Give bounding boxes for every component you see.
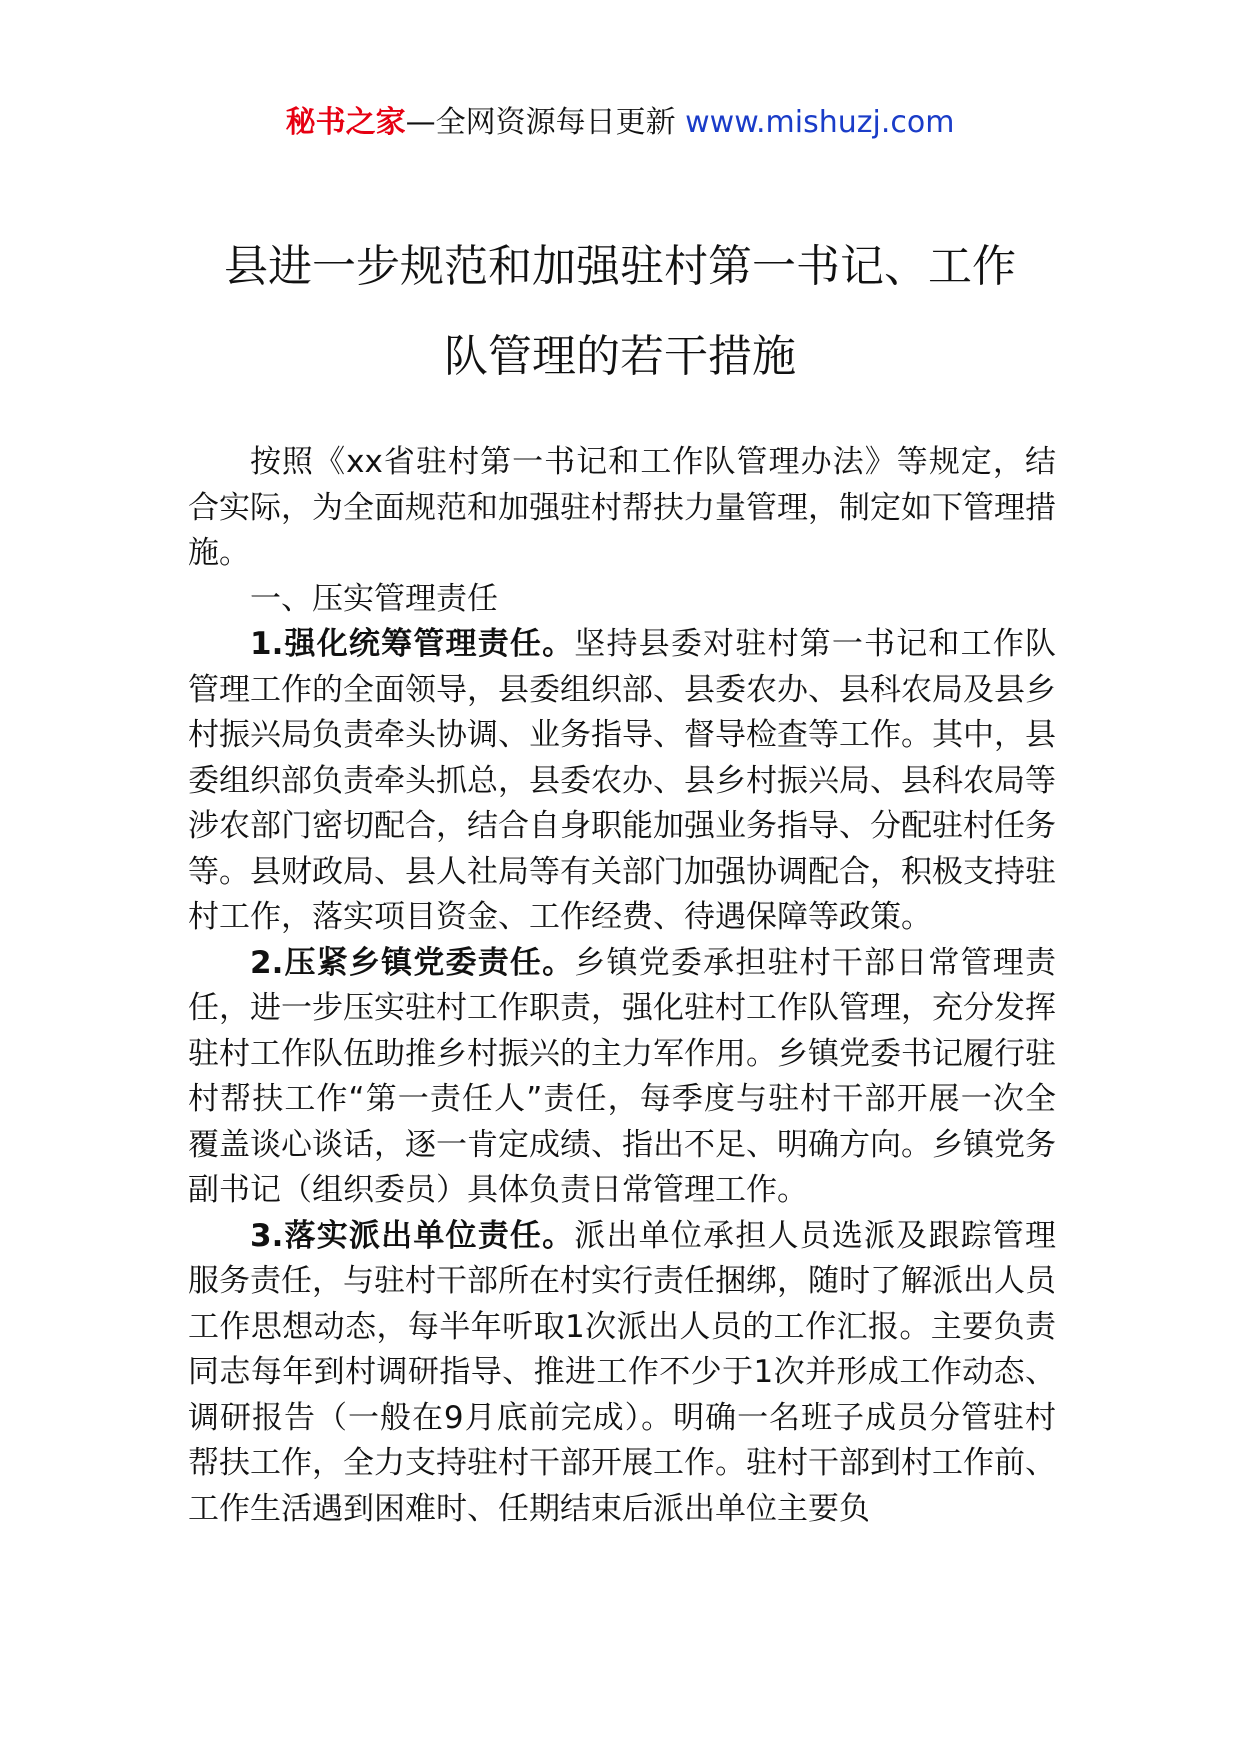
item-text: 坚持县委对驻村第一书记和工作队管理工作的全面领导，县委组织部、县委农办、县科农局及县乡村振兴局负责牵头协调、业务指导、督导检查等工作。其中，县委组织部负责牵头抓总，县委农办、县乡村振兴局、县科农局等涉农部门密切配合，结合自身职能加强业务指导、分配驻村任务等。县财政局、县人社局等有关部门加强协调配合，积极支持驻村工作，落实项目资金、工作经费、待遇保障等政策。 [188, 626, 1056, 935]
item-text: 派出单位承担人员选派及跟踪管理服务责任，与驻村干部所在村实行责任捆绑，随时了解派出人员工作思想动态，每半年听取1次派出人员的工作汇报。主要负责同志每年到村调研指导、推进工作不少于1次并形成工作动态、调研报告（一般在9月底前完成）。明确一名班子成员分管驻村帮扶工作，全力支持驻村干部开展工作。驻村干部到村工作前、工作生活遇到困难时、任期结束后派出单位主要负 [188, 1217, 1056, 1527]
title-line-2: 队管理的若干措施 [444, 331, 796, 382]
item-lead: 3.落实派出单位责任。 [250, 1217, 575, 1254]
list-item [188, 941, 1056, 1214]
list-item [188, 1214, 1056, 1533]
brand-name: 秘书之家 [285, 105, 406, 140]
intro-paragraph: 按照《xx省驻村第一书记和工作队管理办法》等规定，结合实际，为全面规范和加强驻村帮扶力量管理，制定如下管理措施。 [188, 444, 1056, 571]
site-url-link[interactable]: www.mishuzj.com [685, 105, 955, 140]
document-body [188, 440, 1056, 1532]
site-header [0, 100, 1240, 146]
item-lead: 1.强化统筹管理责任。 [250, 626, 575, 662]
list-item [188, 622, 1056, 941]
document-title [160, 222, 1080, 402]
header-slogan: —全网资源每日更新 [405, 105, 676, 140]
title-line-1: 县进一步规范和加强驻村第一书记、工作 [224, 241, 1016, 292]
section-heading: 一、压实管理责任 [250, 580, 498, 617]
item-text: 乡镇党委承担驻村干部日常管理责任，进一步压实驻村工作职责，强化驻村工作队管理，充分发挥驻村工作队伍助推乡村振兴的主力军作用。乡镇党委书记履行驻村帮扶工作“第一责任人”责任，每季度与驻村干部开展一次全覆盖谈心谈话，逐一肯定成绩、指出不足、明确方向。乡镇党务副书记（组织委员）具体负责日常管理工作。 [188, 944, 1056, 1208]
item-lead: 2.压紧乡镇党委责任。 [250, 944, 575, 981]
